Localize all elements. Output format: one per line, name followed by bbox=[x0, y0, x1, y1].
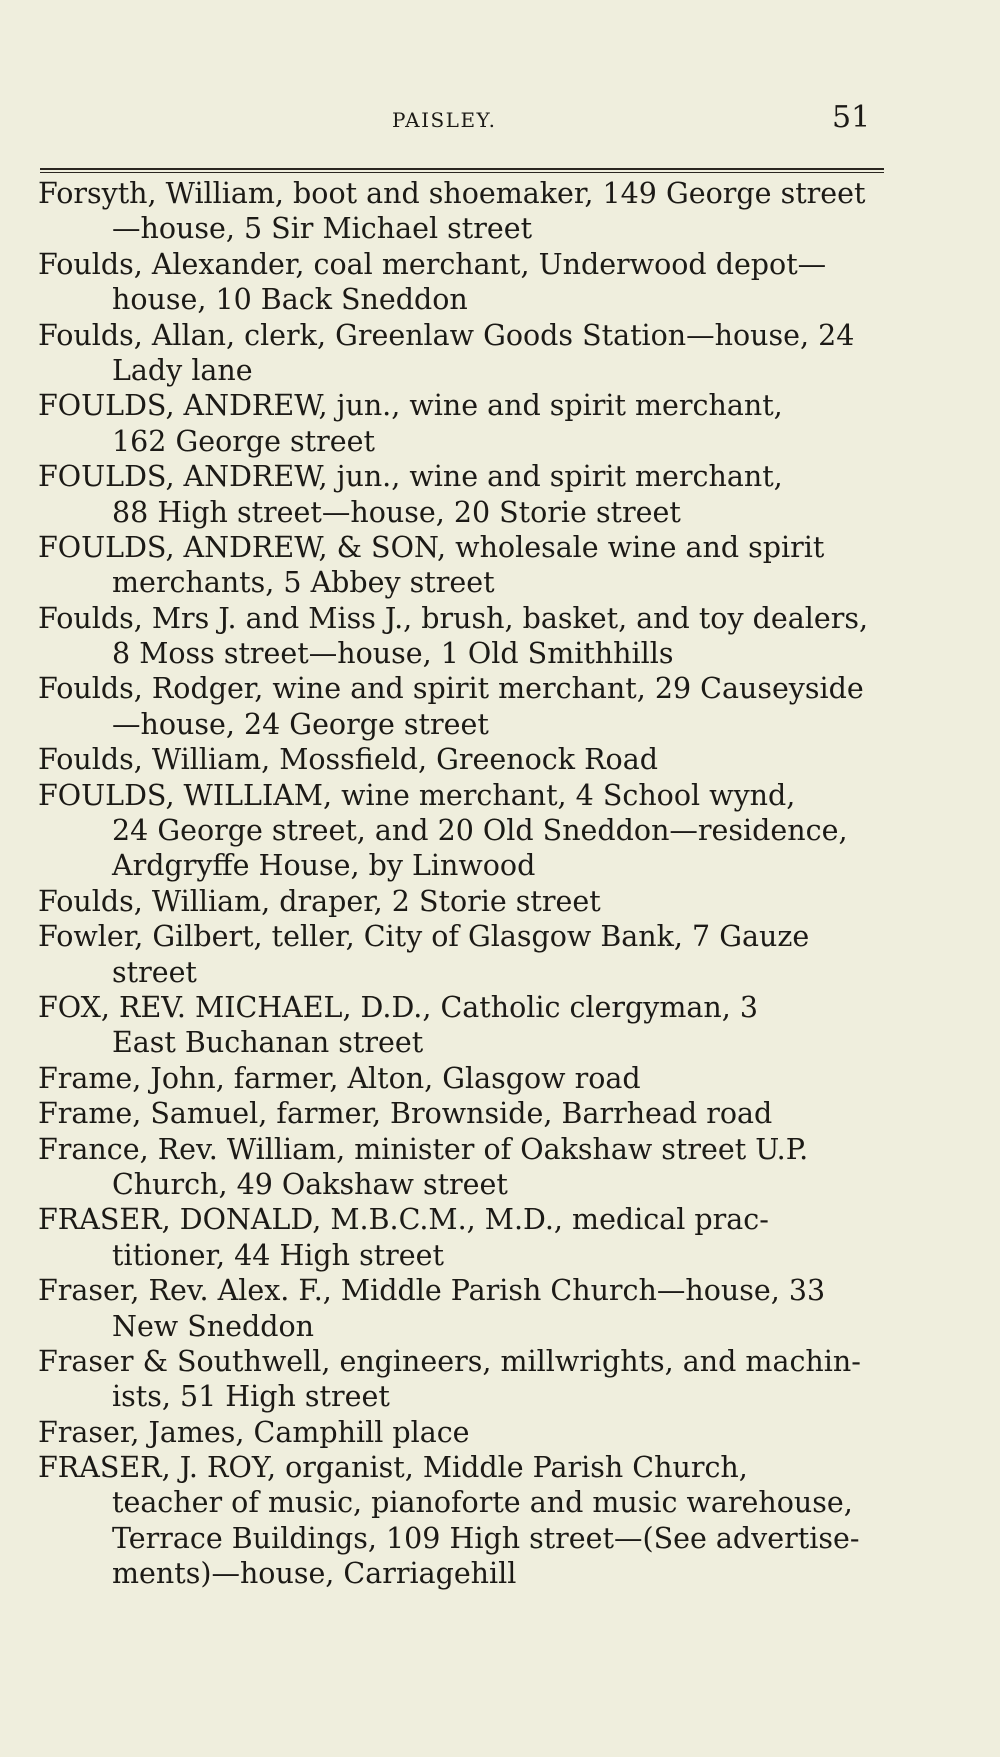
entry-line: Fowler, Gilbert, teller, City of Glasgow Bank, 7 Gauze bbox=[38, 920, 810, 954]
directory-entry bbox=[38, 247, 894, 318]
entry-line: Fraser, Rev. Alex. F., Middle Parish Church—house, 33 bbox=[38, 1274, 826, 1308]
entry-line: FOULDS, ANDREW, jun., wine and spirit merchant, bbox=[38, 460, 783, 494]
directory-entry bbox=[38, 671, 894, 742]
entry-continuation-line: Ardgryffe House, by Linwood bbox=[112, 849, 536, 883]
directory-entry bbox=[38, 459, 894, 530]
entry-continuation-line: —house, 5 Sir Michael street bbox=[112, 212, 533, 246]
directory-entry bbox=[38, 176, 894, 247]
header-rule-thin bbox=[40, 172, 884, 173]
entry-line: Fraser & Southwell, engineers, millwrights, and machin- bbox=[38, 1344, 861, 1378]
directory-entry bbox=[38, 742, 894, 777]
entry-continuation-line: ists, 51 High street bbox=[112, 1380, 390, 1414]
directory-entry bbox=[38, 1132, 894, 1203]
entry-continuation-line: East Buchanan street bbox=[112, 1026, 424, 1060]
entry-continuation-line: merchants, 5 Abbey street bbox=[112, 566, 495, 600]
entry-continuation-line: 162 George street bbox=[112, 424, 375, 458]
directory-entry bbox=[38, 1450, 894, 1592]
entry-line: FOULDS, ANDREW, & SON, wholesale wine and spirit bbox=[38, 530, 825, 564]
entry-continuation-line: 88 High street—house, 20 Storie street bbox=[112, 495, 681, 529]
entry-line: Fraser, James, Camphill place bbox=[38, 1415, 470, 1449]
entry-continuation-line: Terrace Buildings, 109 High street—(See advertise- bbox=[112, 1521, 860, 1555]
directory-entry bbox=[38, 778, 894, 884]
directory-entries bbox=[38, 176, 894, 1592]
entry-line: Foulds, Allan, clerk, Greenlaw Goods Station—house, 24 bbox=[38, 318, 855, 352]
entry-line: Foulds, William, draper, 2 Storie street bbox=[38, 884, 601, 918]
entry-continuation-line: Lady lane bbox=[112, 353, 253, 387]
directory-entry bbox=[38, 1202, 894, 1273]
entry-line: Foulds, Mrs J. and Miss J., brush, basket, and toy dealers, bbox=[38, 601, 869, 635]
directory-entry bbox=[38, 318, 894, 389]
directory-entry bbox=[38, 1415, 894, 1450]
entry-line: Frame, Samuel, farmer, Brownside, Barrhead road bbox=[38, 1097, 773, 1131]
entry-line: FRASER, J. ROY, organist, Middle Parish Church, bbox=[38, 1451, 748, 1485]
entry-continuation-line: New Sneddon bbox=[112, 1309, 315, 1343]
entry-line: Foulds, Rodger, wine and spirit merchant, 29 Causeyside bbox=[38, 672, 864, 706]
header-rule bbox=[40, 168, 884, 170]
entry-line: Frame, John, farmer, Alton, Glasgow road bbox=[38, 1061, 641, 1095]
directory-entry bbox=[38, 919, 894, 990]
directory-entry bbox=[38, 601, 894, 672]
entry-line: FRASER, DONALD, M.B.C.M., M.D., medical prac- bbox=[38, 1203, 769, 1237]
entry-line: FOX, REV. MICHAEL, D.D., Catholic clergyman, 3 bbox=[38, 990, 759, 1024]
entry-line: France, Rev. William, minister of Oakshaw street U.P. bbox=[38, 1132, 809, 1166]
directory-entry bbox=[38, 1096, 894, 1131]
entry-continuation-line: 24 George street, and 20 Old Sneddon—residence, bbox=[112, 814, 848, 848]
entry-continuation-line: house, 10 Back Sneddon bbox=[112, 283, 468, 317]
entry-continuation-line: titioner, 44 High street bbox=[112, 1238, 444, 1272]
entry-continuation-line: 8 Moss street—house, 1 Old Smithhills bbox=[112, 637, 674, 671]
directory-entry bbox=[38, 884, 894, 919]
entry-line: FOULDS, ANDREW, jun., wine and spirit merchant, bbox=[38, 389, 783, 423]
directory-entry bbox=[38, 990, 894, 1061]
directory-entry bbox=[38, 1273, 894, 1344]
running-header: PAISLEY. bbox=[392, 108, 497, 132]
directory-entry bbox=[38, 388, 894, 459]
entry-continuation-line: Church, 49 Oakshaw street bbox=[112, 1167, 508, 1201]
page-number: 51 bbox=[832, 100, 871, 135]
entry-continuation-line: —house, 24 George street bbox=[112, 707, 489, 741]
directory-entry bbox=[38, 1344, 894, 1415]
directory-entry bbox=[38, 1061, 894, 1096]
entry-continuation-line: teacher of music, pianoforte and music warehouse, bbox=[112, 1486, 853, 1520]
entry-continuation-line: ments)—house, Carriagehill bbox=[112, 1557, 517, 1591]
entry-line: Forsyth, William, boot and shoemaker, 149 George street bbox=[38, 177, 866, 210]
directory-entry bbox=[38, 530, 894, 601]
entry-continuation-line: street bbox=[112, 955, 197, 989]
entry-line: Foulds, Alexander, coal merchant, Underwood depot— bbox=[38, 247, 827, 281]
entry-line: FOULDS, WILLIAM, wine merchant, 4 School wynd, bbox=[38, 778, 796, 812]
entry-line: Foulds, William, Mossfield, Greenock Road bbox=[38, 743, 658, 777]
